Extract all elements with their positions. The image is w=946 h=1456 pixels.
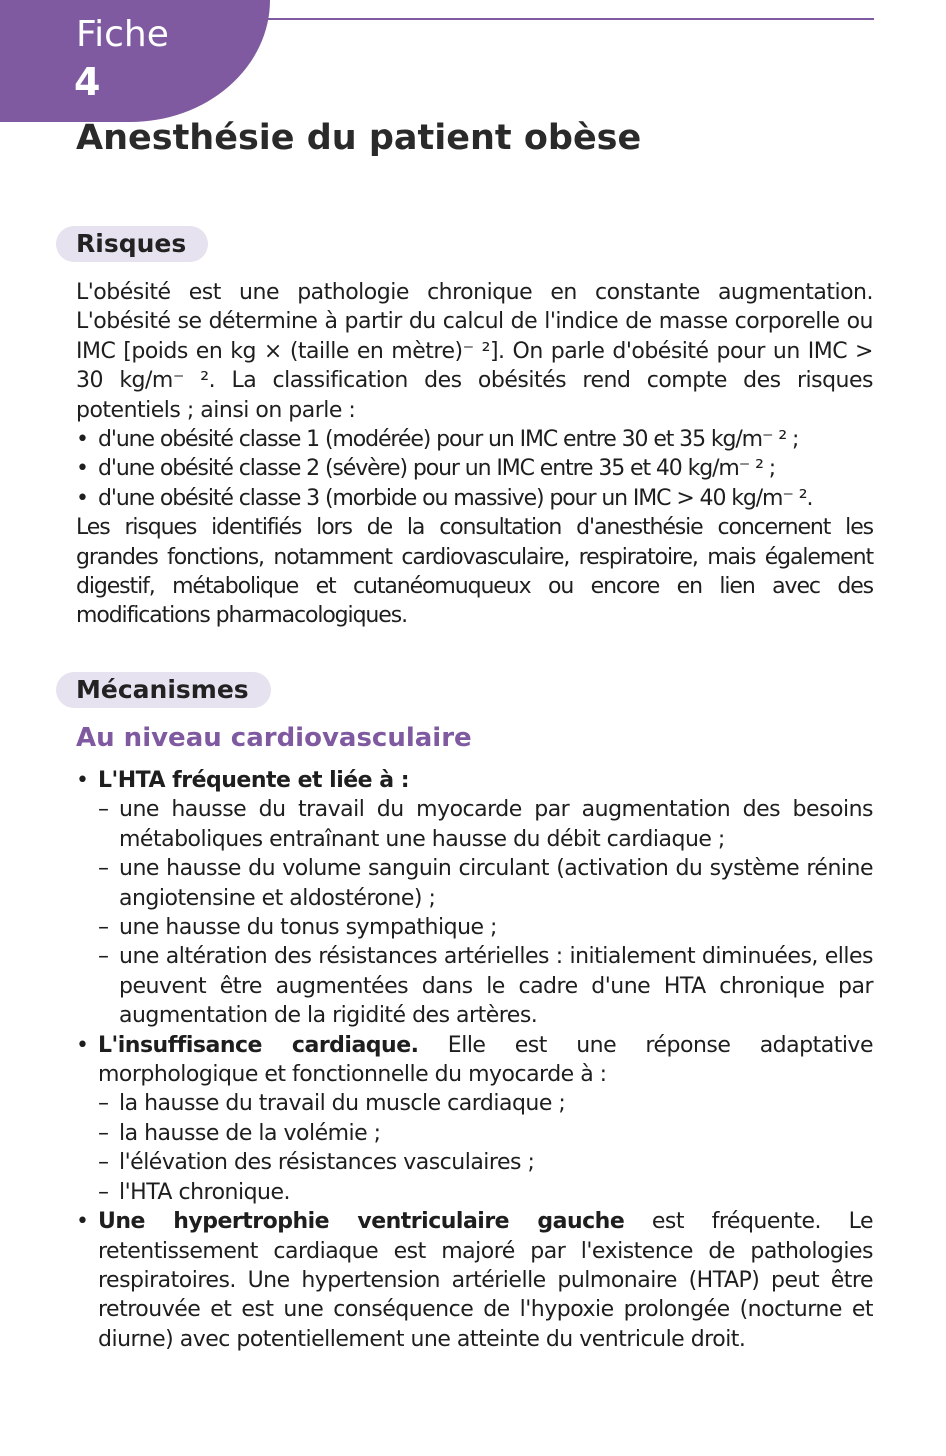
section-heading-mecanismes: Mécanismes <box>56 672 271 708</box>
fiche-tab <box>0 0 270 122</box>
risques-conclusion: Les risques identifiés lors de la consultation d'anesthésie concernent les grandes fonctions, notamment cardiovasculaire, respiratoire, mais également digestif, métabolique et cutanéomuqueux ou encore en lien avec des modifications pharmacologiques. <box>76 515 873 629</box>
fiche-label: Fiche <box>76 14 169 55</box>
list-item: • d'une obésité classe 1 (modérée) pour un IMC entre 30 et 35 kg/m⁻ ² ; <box>76 425 873 454</box>
list-item: – une hausse du tonus sympathique ; <box>76 913 873 942</box>
list-item <box>76 1031 873 1090</box>
header-rule <box>268 18 874 20</box>
list-item: – une hausse du volume sanguin circulant (activation du système rénine angiotensine et aldostérone) ; <box>76 854 873 913</box>
list-item: • d'une obésité classe 3 (morbide ou massive) pour un IMC > 40 kg/m⁻ ². <box>76 484 873 513</box>
hypertrophie-lead: Une hypertrophie ventriculaire gauche <box>98 1209 625 1235</box>
subheading-cardiovasculaire: Au niveau cardiovasculaire <box>76 723 472 753</box>
list-item <box>76 1207 873 1354</box>
risques-intro: L'obésité est une pathologie chronique en constante augmentation. L'obésité se détermine à partir du calcul de l'indice de masse corporelle ou IMC [poids en kg × (taille en mètre)⁻ ²]. On parle d'obésité pour un IMC > 30 kg/m⁻ ². La classification des obésités rend compte des risques potentiels ; ainsi on parle : <box>76 280 873 423</box>
list-item: – la hausse du travail du muscle cardiaque ; <box>76 1089 873 1118</box>
section-heading-risques: Risques <box>56 226 208 262</box>
insuffisance-lead: L'insuffisance cardiaque. <box>98 1032 419 1058</box>
hta-lead: L'HTA fréquente et liée à : <box>98 768 410 793</box>
list-item: – une altération des résistances artérielles : initialement diminuées, elles peuvent être augmentées dans le cadre d'une HTA chronique par augmentation de la rigidité des artères. <box>76 942 873 1030</box>
fiche-number: 4 <box>74 60 101 104</box>
list-item: • d'une obésité classe 2 (sévère) pour un IMC entre 35 et 40 kg/m⁻ ² ; <box>76 454 873 483</box>
risques-section <box>76 278 873 631</box>
list-item <box>76 766 873 795</box>
mecanismes-section <box>76 766 873 1354</box>
list-item: – l'élévation des résistances vasculaires ; <box>76 1148 873 1177</box>
list-item: – la hausse de la volémie ; <box>76 1119 873 1148</box>
list-item: – une hausse du travail du myocarde par augmentation des besoins métaboliques entraînant une hausse du débit cardiaque ; <box>76 795 873 854</box>
insuffisance-text: Elle est une réponse adaptative morphologique et fonctionnelle du myocarde à : <box>98 1032 873 1088</box>
hypertrophie-text: est fréquente. Le retentissement cardiaque est majoré par l'existence de pathologies respiratoires. Une hypertension artérielle pulmonaire (HTAP) peut être retrouvée et est une conséquence de l'hypoxie prolongée (nocturne et diurne) avec potentiellement une atteinte du ventricule droit. <box>98 1209 874 1352</box>
list-item: – l'HTA chronique. <box>76 1178 873 1207</box>
page-title: Anesthésie du patient obèse <box>76 118 642 158</box>
